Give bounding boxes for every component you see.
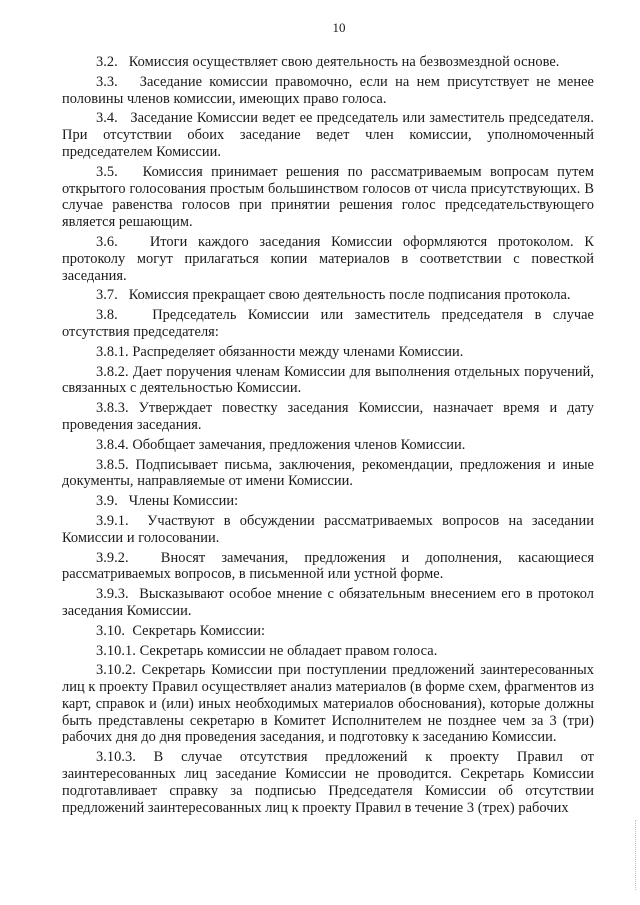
paragraph-3-8-3: 3.8.3. Утверждает повестку заседания Комиссии, назначает время и дату проведения заседания. — [62, 400, 594, 433]
paragraph-3-8-4: 3.8.4. Обобщает замечания, предложения членов Комиссии. — [96, 436, 466, 453]
paragraph-3-10-3: 3.10.3. В случае отсутствия предложений к проекту Правил от заинтересованных лиц заседание Комиссии не проводится. Секретарь Комиссии подготавливает справку за подписью Председателя Комиссии об отсутствии предложений заинтересованных лиц к проекту Правил в течение 3 (трех) рабочих — [62, 749, 594, 816]
paragraph-3-9-3: 3.9.3. Высказывают особое мнение с обязательным внесением его в протокол заседания Комиссии. — [62, 586, 594, 619]
paragraph-3-9-2: 3.9.2. Вносят замечания, предложения и дополнения, касающиеся рассматриваемых вопросов, в письменной или устной форме. — [62, 549, 594, 583]
paragraph-3-3: 3.3. Заседание комиссии правомочно, если на нем присутствует не менее половины членов комиссии, имеющих право голоса. — [62, 73, 594, 107]
paragraph-3-7: 3.7. Комиссия прекращает свою деятельность после подписания протокола. — [96, 287, 571, 304]
paragraph-3-4: 3.4. Заседание Комиссии ведет ее председатель или заместитель председателя. При отсутствии обоих заседание ведет член комиссии, уполномоченный председателем Комиссии. — [62, 110, 594, 160]
paragraph-3-9-1: 3.9.1. Участвуют в обсуждении рассматриваемых вопросов на заседании Комиссии и голосовании. — [62, 512, 594, 546]
scan-edge-artifact — [634, 820, 636, 890]
paragraph-3-8-2: 3.8.2. Дает поручения членам Комиссии для выполнения отдельных поручений, связанных с деятельностью Комиссии. — [62, 363, 594, 397]
paragraph-3-6: 3.6. Итоги каждого заседания Комиссии оформляются протоколом. К протоколу могут прилагаться копии материалов в соответствии с повесткой заседания. — [62, 233, 594, 284]
paragraph-3-10-2: 3.10.2. Секретарь Комиссии при поступлении предложений заинтересованных лиц к проекту Правил осуществляет анализ материалов (в форме схем, фрагментов из карт, справок и (или) иных необходимых материалов обоснования), которые должны быть представлены секретарю в Комитет Исполнителем не позднее чем за 3 (три) рабочих дня до дня проведения заседания, и подготовку к заседанию Комиссии. — [62, 662, 594, 746]
paragraph-3-8-1: 3.8.1. Распределяет обязанности между членами Комиссии. — [96, 343, 464, 360]
paragraph-3-10: 3.10. Секретарь Комиссии: — [96, 622, 266, 639]
paragraph-3-5: 3.5. Комиссия принимает решения по рассматриваемым вопросам путем открытого голосования простым большинством голосов от числа присутствующих. В случае равенства голосов при принятии решения голос председательствующего является решающим. — [62, 163, 594, 231]
paragraph-3-10-1: 3.10.1. Секретарь комиссии не обладает правом голоса. — [96, 642, 438, 659]
paragraph-3-8: 3.8. Председатель Комиссии или заместитель председателя в случае отсутствия председателя: — [62, 307, 594, 340]
paragraph-3-8-5: 3.8.5. Подписывает письма, заключения, рекомендации, предложения и иные документы, направляемые от имени Комиссии. — [62, 456, 594, 490]
page-number: 10 — [332, 20, 346, 35]
paragraph-3-2: 3.2. Комиссия осуществляет свою деятельность на безвозмездной основе. — [96, 54, 560, 70]
paragraph-3-9: 3.9. Члены Комиссии: — [96, 493, 239, 510]
